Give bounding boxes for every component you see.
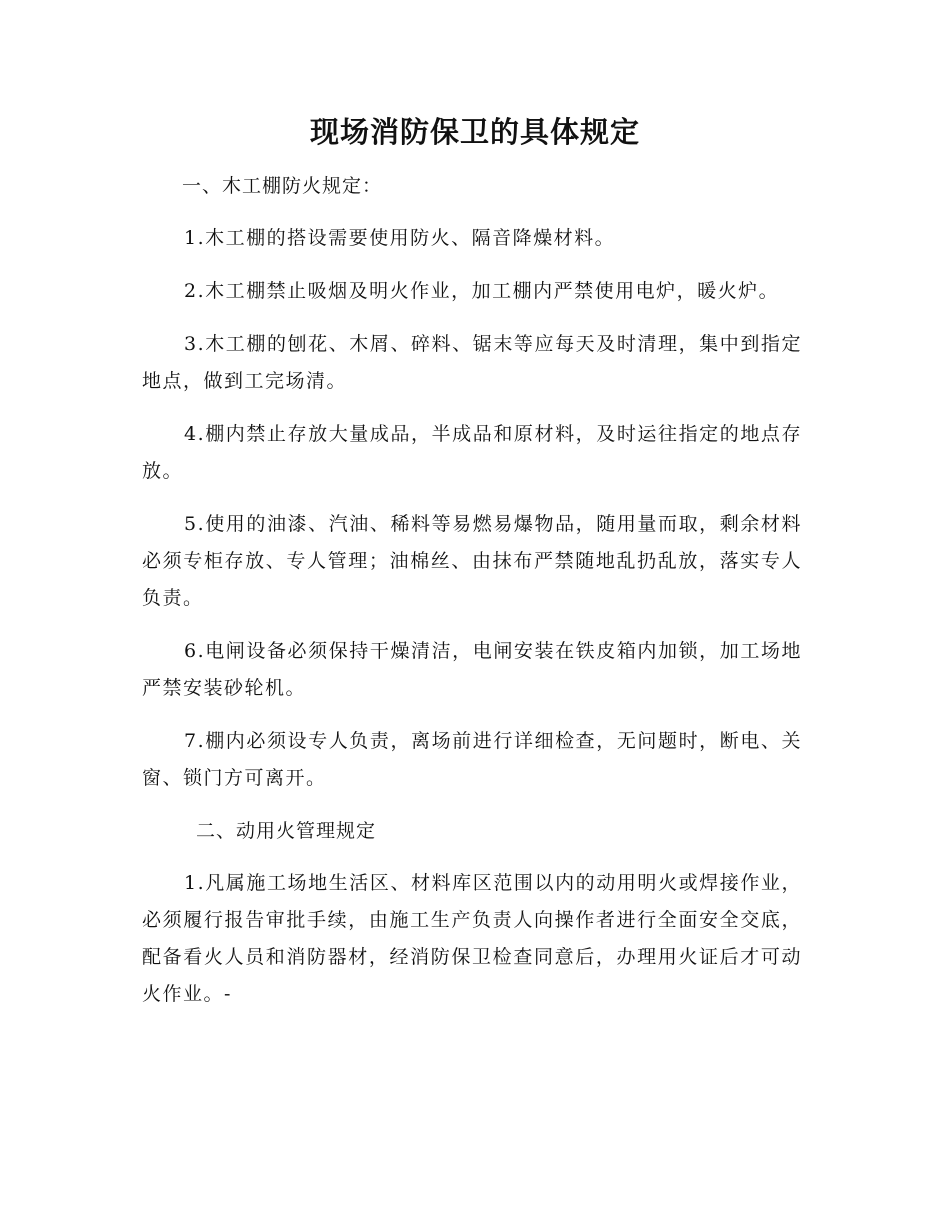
paragraph-item: 5.使用的油漆、汽油、稀料等易燃易爆物品，随用量而取，剩余材料必须专柜存放、专人管理；油棉丝、由抹布严禁随地乱扔乱放，落实专人负责。 xyxy=(142,513,802,609)
section-heading-fire-use: 二、动用火管理规定 xyxy=(196,820,377,842)
paragraph-item: 6.电闸设备必须保持干燥清洁，电闸安装在铁皮箱内加锁，加工场地严禁安装砂轮机。 xyxy=(142,640,802,699)
document-title: 现场消防保卫的具体规定 xyxy=(309,115,640,149)
paragraph-item: 4.棚内禁止存放大量成品，半成品和原材料，及时运往指定的地点存放。 xyxy=(142,423,802,482)
paragraph-item: 3.木工棚的刨花、木屑、碎料、锯末等应每天及时清理，集中到指定地点，做到工完场清。 xyxy=(142,333,802,392)
paragraph-item: 2.木工棚禁止吸烟及明火作业，加工棚内严禁使用电炉，暖火炉。 xyxy=(184,280,780,302)
paragraph-item: 1.凡属施工场地生活区、材料库区范围以内的动用明火或焊接作业，必须履行报告审批手续，由施工生产负责人向操作者进行全面安全交底，配备看火人员和消防器材，经消防保卫检查同意后，办理用火证后才可动火作业。- xyxy=(142,872,802,1005)
document-body xyxy=(142,168,802,1029)
paragraph-item: 7.棚内必须设专人负责，离场前进行详细检查，无问题时，断电、关窗、锁门方可离开。 xyxy=(142,730,802,789)
section-heading-woodshop: 一、木工棚防火规定： xyxy=(182,175,383,197)
paragraph-item: 1.木工棚的搭设需要使用防火、隔音降燥材料。 xyxy=(184,227,616,249)
